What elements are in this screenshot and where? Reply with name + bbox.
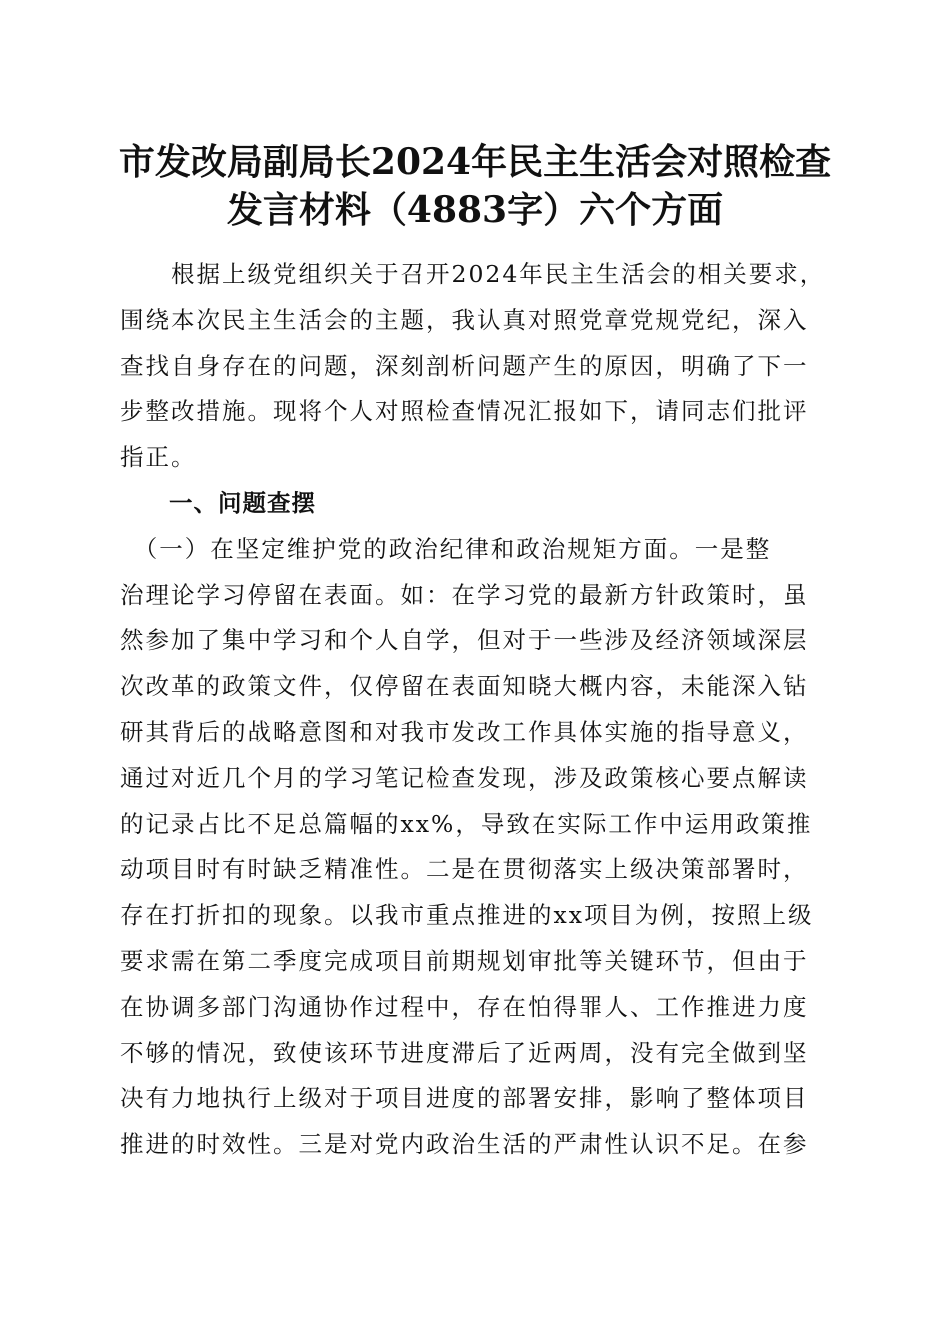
body-line: 次改革的政策文件，仅停留在表面知晓大概内容，未能深入钻 bbox=[120, 672, 809, 701]
body-line: 根据上级党组织关于召开2024年民主生活会的相关要求， bbox=[120, 260, 826, 288]
document-body bbox=[120, 252, 830, 1168]
body-line: 通过对近几个月的学习笔记检查发现，涉及政策核心要点解读 bbox=[120, 763, 809, 792]
body-line: （一）在坚定维护党的政治纪律和政治规矩方面。一是整 bbox=[120, 534, 772, 563]
body-line: 在协调多部门沟通协作过程中，存在怕得罪人、工作推进力度 bbox=[120, 992, 809, 1021]
title-line-1: 市发改局副局长2024年民主生活会对照检查 bbox=[118, 141, 832, 183]
body-line: 推进的时效性。三是对党内政治生活的严肃性认识不足。在参 bbox=[120, 1130, 809, 1159]
body-line: 查找自身存在的问题，深刻剖析问题产生的原因，明确了下一 bbox=[120, 351, 809, 380]
document-title bbox=[100, 138, 850, 234]
body-line: 的记录占比不足总篇幅的xx%，导致在实际工作中运用政策推 bbox=[120, 809, 813, 838]
body-line: 步整改措施。现将个人对照检查情况汇报如下，请同志们批评 bbox=[120, 397, 809, 426]
body-line: 决有力地执行上级对于项目进度的部署安排，影响了整体项目 bbox=[120, 1084, 809, 1113]
body-line: 存在打折扣的现象。以我市重点推进的xx项目为例，按照上级 bbox=[120, 901, 814, 930]
title-line-2: 发言材料（4883字）六个方面 bbox=[226, 189, 724, 231]
body-line: 指正。 bbox=[120, 443, 197, 472]
body-line: 围绕本次民主生活会的主题，我认真对照党章党规党纪，深入 bbox=[120, 305, 809, 334]
body-line: 然参加了集中学习和个人自学，但对于一些涉及经济领域深层 bbox=[120, 626, 809, 655]
body-line: 动项目时有时缺乏精准性。二是在贯彻落实上级决策部署时， bbox=[120, 855, 809, 884]
body-line: 研其背后的战略意图和对我市发改工作具体实施的指导意义， bbox=[120, 717, 809, 746]
section-heading: 一、问题查摆 bbox=[120, 488, 316, 517]
body-line: 不够的情况，致使该环节进度滞后了近两周，没有完全做到坚 bbox=[120, 1038, 809, 1067]
body-line: 治理论学习停留在表面。如：在学习党的最新方针政策时，虽 bbox=[120, 580, 809, 609]
body-line: 要求需在第二季度完成项目前期规划审批等关键环节，但由于 bbox=[120, 946, 809, 975]
